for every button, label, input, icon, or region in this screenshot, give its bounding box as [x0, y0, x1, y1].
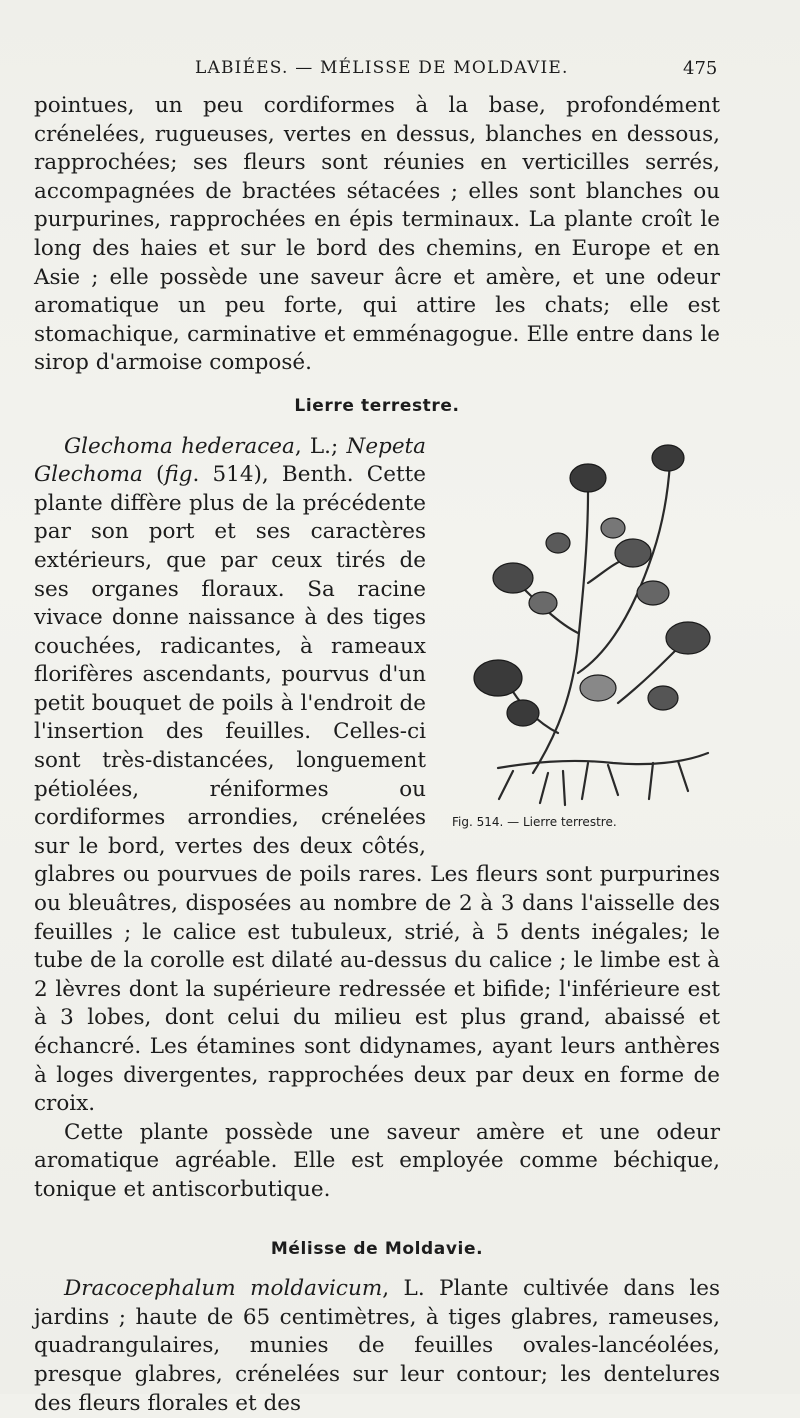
latin-name-dracocephalum: Dracocephalum moldavicum	[64, 1276, 383, 1302]
body-text	[34, 92, 720, 1418]
glechoma-plant-illustration	[438, 433, 728, 813]
paragraph-continuation: pointues, un peu cordiformes à la base, profondément crénelées, rugueuses, vertes en dessus, blanches en dessous, rapprochées; ses fleurs sont réunies en verticilles serrés, accompagnées de bractées sétacées ; elles sont blanches ou purpurines, rapprochées en épis terminaux. La plante croît le long des haies et sur le bord des chemins, en Europe et en Asie ; elle possède une saveur âcre et amère, et une odeur aromatique un peu forte, qui attire les chats; elle est stomachique, carminative et emménagogue. Elle entre dans le sirop d'armoise composé.	[34, 93, 720, 376]
fig-open: (	[142, 462, 165, 488]
section-heading-melisse-moldavie: Mélisse de Moldavie.	[270, 1238, 484, 1259]
page-number: 475	[683, 58, 718, 79]
running-title: LABIÉES. — MÉLISSE DE MOLDAVIE.	[195, 58, 569, 78]
latin-name-glechoma: Glechoma hederacea	[64, 433, 295, 459]
author-abbrev: , L.;	[294, 433, 347, 459]
paragraph-lierre-body: Cette plante diffère plus de la précédente par son port et ses caractères extérieurs, que par ceux tirés de ses organes floraux. Sa racine vivace donne naissance à des tiges couchées, radicantes, à rameaux florifères ascendants, pourvus d'un petit bouquet de poils à l'endroit de l'insertion des feuilles. Celles-ci sont très-distancées, longuement pétiolées, réniformes ou cordiformes arrondies, crénelées sur le bord, vertes des deux côtés, glabres ou pourvues de poils rares. Les fleurs sont purpurines ou bleuâtres, disposées au nombre de 2 à 3 dans l'aisselle des feuilles ; le calice est tubuleux, strié, à 5 dents inégales; le tube de la corolle est dilaté au-dessus du calice ; le limbe est à 2 lèvres dont la supérieure redressée et bifide; l'inférieure est à 3 lobes, dont celui du milieu est plus grand, abaissé et échancré. Les étamines sont didynames, ayant leurs anthères à loges divergentes, rapprochées deux par deux en forme de croix.	[34, 462, 720, 1117]
section-heading-lierre-terrestre: Lierre terrestre.	[294, 395, 460, 416]
paragraph-properties: Cette plante possède une saveur amère et une odeur aromatique agréable. Elle est employée comme béchique, tonique et antiscorbutique.	[34, 1119, 720, 1202]
fig-close: . 514), Benth.	[192, 462, 367, 488]
fig-ref: fig	[164, 462, 193, 488]
paragraph-melisse	[34, 1275, 720, 1418]
figure-caption: Fig. 514. — Lierre terrestre.	[452, 814, 617, 829]
latin-name-nepeta: Nepeta Glechoma	[34, 433, 426, 488]
figure-514	[438, 433, 728, 843]
paragraph-melisse-body: , L. Plante cultivée dans les jardins ; haute de 65 centimètres, à tiges glabres, rameuses, quadrangulaires, munies de feuilles ovales-lancéolées, presque glabres, crénelées sur leur contour; les dentelures des fleurs florales et des	[34, 1276, 720, 1416]
running-header	[0, 58, 800, 82]
